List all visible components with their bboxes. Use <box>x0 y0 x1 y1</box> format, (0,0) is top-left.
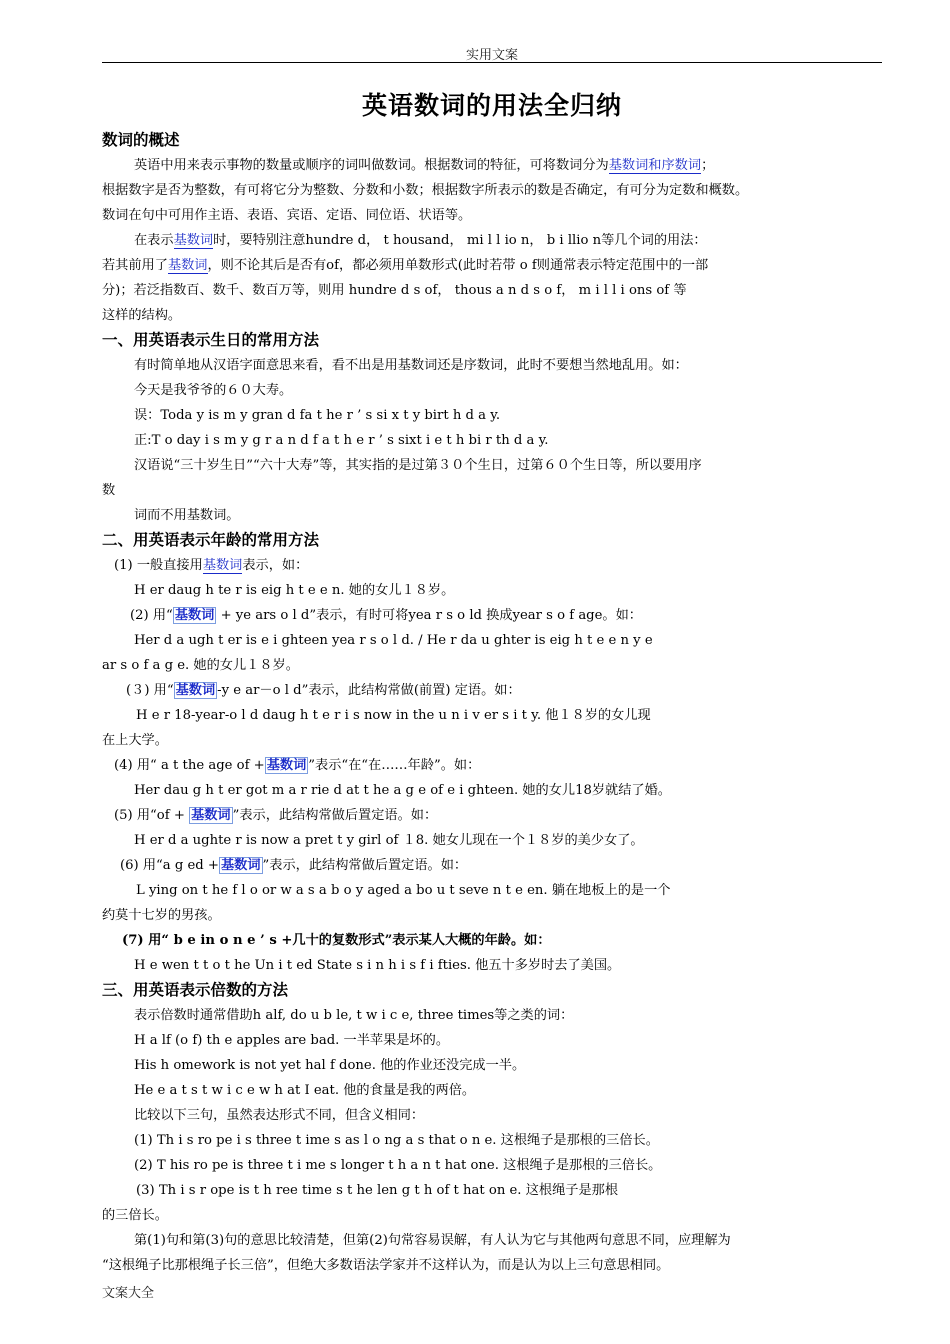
section-heading-age: 二、用英语表示年龄的常用方法 <box>102 531 320 549</box>
page-footer: 文案大全 <box>102 1286 155 1301</box>
text-span: (5) 用“of + <box>114 808 190 823</box>
text-span: ”表示，此结构常做后置定语。如： <box>262 858 468 873</box>
text-span: ，则不论其后是否有of，都必须用单数形式(此时若带 o f则通常表示特定范围中的一部 <box>207 258 709 273</box>
list-item: (7) 用“ b e in o n e ’ s +几十的复数形式”表示某人大概的年龄。如： <box>122 933 551 948</box>
paragraph-line: 今天是我爷爷的６０大寿。 <box>134 383 293 398</box>
paragraph-line: 数 <box>102 483 116 498</box>
example-line: He e a t s t w i c e w h at I eat. 他的食量是我的两倍。 <box>134 1083 476 1098</box>
section-heading-birthday: 一、用英语表示生日的常用方法 <box>102 331 320 349</box>
text-span: (３) 用“ <box>126 683 174 698</box>
example-line: H e r 18-year-o l d daug h t e r i s now in the u n i v er s i t y. 他１８岁的女儿现 <box>136 708 651 723</box>
text-span: 时，要特别注意hundre d， t housand， mi l l io n， b i llio n等几个词的用法： <box>213 233 707 248</box>
text-span: ”表示，此结构常做后置定语。如： <box>232 808 438 823</box>
document-body <box>102 128 888 1278</box>
link-cardinal[interactable]: 基数词 <box>191 808 231 823</box>
link-cardinal-ordinal[interactable]: 基数词和序数词 <box>608 158 702 173</box>
list-item <box>102 553 888 578</box>
text-span: 若其前用了 <box>102 258 168 273</box>
paragraph-line <box>102 228 888 253</box>
paragraph-line <box>102 153 888 178</box>
page-header: 实用文案 <box>465 48 518 63</box>
text-span: 在表示 <box>134 233 174 248</box>
text-span: ”表示“在“在……年龄”。如： <box>308 758 481 773</box>
text-span: (2) 用“ <box>130 608 173 623</box>
text-span: 表示，如： <box>242 558 309 573</box>
example-line: H a lf (o f) th e apples are bad. 一半苹果是坏的。 <box>134 1033 450 1048</box>
link-cardinal[interactable]: 基数词 <box>167 258 208 273</box>
example-wrong: 误：Toda y is m y gran d fa t he r ’ s si x t y birt h d a y. <box>134 408 501 423</box>
example-line: H er daug h te r is eig h t e e n. 她的女儿１８岁。 <box>134 583 455 598</box>
text-span: (4) 用“ a t the age of + <box>114 758 265 773</box>
link-cardinal[interactable]: 基数词 <box>220 858 261 873</box>
paragraph-line: 词而不用基数词。 <box>134 508 240 523</box>
list-item <box>102 853 888 878</box>
paragraph-line: 有时简单地从汉语字面意思来看，看不出是用基数词还是序数词，此时不要想当然地乱用。如： <box>134 358 688 373</box>
text-span: + ye ars o l d”表示，有时可将yea r s o ld 换成year s o f age。如： <box>216 608 642 623</box>
example-line: L ying on t he f l o or w a s a b o y aged a bo u t seve n t e en. 躺在地板上的是一个 <box>136 883 671 898</box>
example-correct: 正:T o day i s m y g r a n d f a t h e r ’ s sixt i e t h bi r th d a y. <box>134 433 549 448</box>
text-span: ； <box>701 158 715 173</box>
link-cardinal[interactable]: 基数词 <box>175 683 216 698</box>
paragraph-line <box>102 253 888 278</box>
list-item <box>102 603 888 628</box>
section-heading-multiples: 三、用英语表示倍数的方法 <box>102 981 289 999</box>
example-line: H er d a ughte r is now a pret t y girl of １8. 她女儿现在一个１８岁的美少女了。 <box>134 833 644 848</box>
link-cardinal[interactable]: 基数词 <box>174 608 215 623</box>
example-line: ar s o f a g e. 她的女儿１８岁。 <box>102 658 299 673</box>
paragraph-line: 表示倍数时通常借助h alf, do u b le, t w i c e, three times等之类的词： <box>134 1008 574 1023</box>
text-span: -y e ar－o l d”表示，此结构常做(前置) 定语。如： <box>217 683 521 698</box>
section-heading-overview: 数词的概述 <box>102 131 180 149</box>
link-cardinal[interactable]: 基数词 <box>202 558 243 573</box>
text-span: (6) 用“a g ed + <box>120 858 219 873</box>
example-line: 的三倍长。 <box>102 1208 168 1223</box>
paragraph-line: 数词在句中可用作主语、表语、宾语、定语、同位语、状语等。 <box>102 208 472 223</box>
link-cardinal[interactable]: 基数词 <box>266 758 307 773</box>
example-line: 约莫十七岁的男孩。 <box>102 908 221 923</box>
example-line: His h omework is not yet hal f done. 他的作业还没完成一半。 <box>134 1058 526 1073</box>
header-divider <box>102 62 882 63</box>
document-title: 英语数词的用法全归纳 <box>361 91 622 120</box>
example-line: Her d a ugh t er is e i ghteen yea r s o l d. / He r da u ghter is eig h t e e n y e <box>134 633 653 648</box>
paragraph-line: 这样的结构。 <box>102 308 182 323</box>
paragraph-line: 比较以下三句，虽然表达形式不同，但含义相同： <box>134 1108 425 1123</box>
list-item <box>102 803 888 828</box>
example-line: (1) Th i s ro pe i s three t ime s as l o ng a s that o n e. 这根绳子是那根的三倍长。 <box>134 1133 659 1148</box>
link-cardinal[interactable]: 基数词 <box>173 233 214 248</box>
paragraph-line: 根据数字是否为整数，有可将它分为整数、分数和小数；根据数字所表示的数是否确定，有可分为定数和概数。 <box>102 183 749 198</box>
list-item <box>102 753 888 778</box>
text-span: 英语中用来表示事物的数量或顺序的词叫做数词。根据数词的特征，可将数词分为 <box>134 158 609 173</box>
paragraph-line: “这根绳子比那根绳子长三倍”，但绝大多数语法学家并不这样认为，而是认为以上三句意思相同。 <box>102 1258 670 1273</box>
list-item <box>102 678 888 703</box>
example-line: 在上大学。 <box>102 733 168 748</box>
text-span: (1) 一般直接用 <box>114 558 203 573</box>
example-line: (2) T his ro pe is three t i me s longer t h a n t hat one. 这根绳子是那根的三倍长。 <box>134 1158 662 1173</box>
paragraph-line: 分)；若泛指数百、数千、数百万等，则用 hundre d s of， thous a n d s o f， m i l l i ons of 等 <box>102 283 687 298</box>
example-line: H e wen t t o t he Un i t ed State s i n h i s f i fties. 他五十多岁时去了美国。 <box>134 958 621 973</box>
example-line: Her dau g h t er got m a r rie d at t he a g e of e i ghteen. 她的女儿18岁就结了婚。 <box>134 783 671 798</box>
paragraph-line: 汉语说“三十岁生日”“六十大寿”等，其实指的是过第３０个生日，过第６０个生日等，所以要用序 <box>134 458 702 473</box>
paragraph-line: 第(1)句和第(3)句的意思比较清楚，但第(2)句常容易误解，有人认为它与其他两句意思不同，应理解为 <box>134 1233 731 1248</box>
example-line: (3) Th i s r ope is t h ree time s t he len g t h of t hat on e. 这根绳子是那根 <box>136 1183 619 1198</box>
